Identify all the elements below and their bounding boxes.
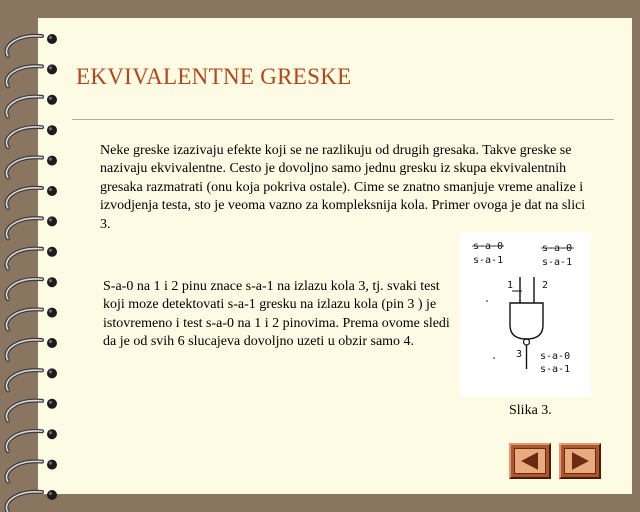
pin2-fault-bottom: s-a-1	[542, 257, 573, 268]
figure-nand-gate	[460, 233, 591, 397]
scan-speck	[493, 357, 495, 359]
spiral-ring	[6, 277, 57, 299]
spiral-ring	[6, 125, 57, 147]
spiral-ring	[6, 490, 57, 512]
pin3-fault-bottom: s-a-1	[540, 364, 571, 375]
spiral-ring	[6, 460, 57, 482]
title-divider	[72, 119, 614, 120]
pin1-fault-top: s-a-0	[473, 241, 504, 252]
explanation-paragraph: S-a-0 na 1 i 2 pinu znace s-a-1 na izlazu kola 3, tj. svaki test koji moze detektovati s-a-1 gresku na izlazu kola (pin 3 ) je istovremeno i test s-a-0 na 1 i 2 pinovima. Prema ovome sledi da je od svih 6 slucajeva dovoljno uzeti u obzir samo 4.	[103, 279, 450, 350]
spiral-ring	[6, 368, 57, 390]
pin3-fault-top: s-a-0	[540, 351, 571, 362]
spiral-ring	[6, 399, 57, 421]
slide-title: EKVIVALENTNE GRESKE	[76, 64, 352, 89]
pin1-fault-bottom: s-a-1	[473, 255, 504, 266]
inversion-bubble	[524, 339, 530, 345]
previous-slide-button[interactable]	[509, 443, 551, 479]
pin2-label: 2	[542, 280, 549, 291]
spiral-ring	[6, 64, 57, 86]
figure-caption: Slika 3.	[509, 403, 552, 418]
spiral-ring	[6, 308, 57, 330]
pin1-label: 1	[507, 280, 514, 291]
left-triangle-icon	[511, 445, 549, 477]
spiral-ring	[6, 216, 57, 238]
spiral-ring	[6, 34, 57, 56]
pin2-fault-top: s-a-0	[542, 243, 573, 254]
scan-speck	[486, 300, 488, 302]
spiral-ring	[6, 247, 57, 269]
nand-gate-body	[510, 303, 543, 339]
pin3-label: 3	[516, 349, 523, 360]
spiral-ring	[6, 156, 57, 178]
spiral-binding	[0, 0, 70, 512]
spiral-ring	[6, 186, 57, 208]
intro-paragraph: Neke greske izazivaju efekte koji se ne razlikuju od drugih gresaka. Takve greske se nazivaju ekvivalentne. Cesto je dovoljno samo jednu gresku iz skupa ekvivalentnih gresaka razmatrati (onu koja pokriva ostale). Cime se znatno smanjuje vreme analize i izvodjenja testa, sto je veoma vazno za kompleksnija kola. Primer ovoga je dat na slici 3.	[100, 143, 586, 232]
spiral-ring	[6, 338, 57, 360]
spiral-ring	[6, 429, 57, 451]
spiral-ring	[6, 95, 57, 117]
next-slide-button[interactable]	[559, 443, 601, 479]
right-triangle-icon	[561, 445, 599, 477]
